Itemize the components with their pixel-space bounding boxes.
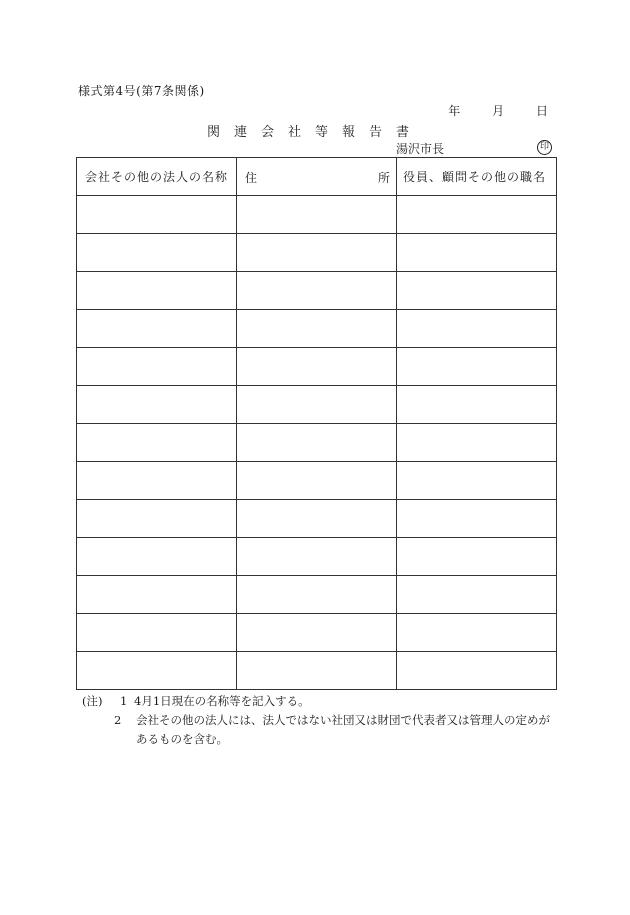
note-number: 2 [114,713,122,727]
note-text: あるものを含む。 [136,732,228,746]
company-name-cell[interactable] [77,424,237,462]
position-cell[interactable] [397,348,557,386]
table-row [77,652,557,690]
address-cell[interactable] [237,614,397,652]
position-cell[interactable] [397,614,557,652]
position-cell[interactable] [397,386,557,424]
date-year: 年 [448,104,461,118]
company-name-cell[interactable] [77,234,237,272]
header-company-name: 会社その他の法人の名称 [77,158,237,196]
company-name-cell[interactable] [77,348,237,386]
note-item-1 [82,692,550,711]
recipient: 湯沢市長 [396,140,550,158]
header-address-right: 所 [377,171,390,185]
company-name-cell[interactable] [77,462,237,500]
note-item-2 [114,711,550,730]
address-cell[interactable] [237,576,397,614]
table-row [77,310,557,348]
company-name-cell[interactable] [77,576,237,614]
position-cell[interactable] [397,272,557,310]
position-cell[interactable] [397,310,557,348]
table-row [77,196,557,234]
position-cell[interactable] [397,234,557,272]
note-number: 1 [120,694,128,708]
related-company-table [76,157,557,690]
address-cell[interactable] [237,234,397,272]
company-name-cell[interactable] [77,386,237,424]
table-row [77,424,557,462]
table-row [77,576,557,614]
address-cell[interactable] [237,348,397,386]
note-text: 4月1日現在の名称等を記入する。 [134,694,310,708]
company-name-cell[interactable] [77,538,237,576]
date-line [420,102,548,119]
address-cell[interactable] [237,272,397,310]
position-cell[interactable] [397,196,557,234]
header-address-left: 住 [245,171,258,185]
table-row [77,272,557,310]
company-name-cell[interactable] [77,614,237,652]
address-cell[interactable] [237,500,397,538]
form-number: 様式第4号(第7条関係) [78,84,205,98]
address-cell[interactable] [237,310,397,348]
header-address [237,158,397,196]
position-cell[interactable] [397,538,557,576]
table-header-row [77,158,557,196]
table-row [77,500,557,538]
address-cell[interactable] [237,386,397,424]
company-name-cell[interactable] [77,310,237,348]
date-day: 日 [535,104,548,118]
header-position: 役員、顧問その他の職名 [397,158,557,196]
document-title: 関連会社等報告書 [206,125,423,140]
position-cell[interactable] [397,576,557,614]
note-prefix: (注) [82,694,103,708]
table-row [77,348,557,386]
notes [82,692,550,749]
company-name-cell[interactable] [77,196,237,234]
note-item-2-continued [114,730,550,749]
table-row [77,386,557,424]
address-cell[interactable] [237,196,397,234]
table-row [77,462,557,500]
company-name-cell[interactable] [77,500,237,538]
table-row [77,614,557,652]
company-name-cell[interactable] [77,272,237,310]
note-text: 会社その他の法人には、法人ではない社団又は財団で代表者又は管理人の定めが [136,713,550,727]
note-number [114,730,136,749]
address-cell[interactable] [237,424,397,462]
position-cell[interactable] [397,462,557,500]
date-month: 月 [492,104,505,118]
address-cell[interactable] [237,652,397,690]
position-cell[interactable] [397,652,557,690]
table-row [77,234,557,272]
company-name-cell[interactable] [77,652,237,690]
position-cell[interactable] [397,500,557,538]
table-row [77,538,557,576]
address-cell[interactable] [237,462,397,500]
position-cell[interactable] [397,424,557,462]
address-cell[interactable] [237,538,397,576]
seal-mark: 印 [537,140,552,155]
